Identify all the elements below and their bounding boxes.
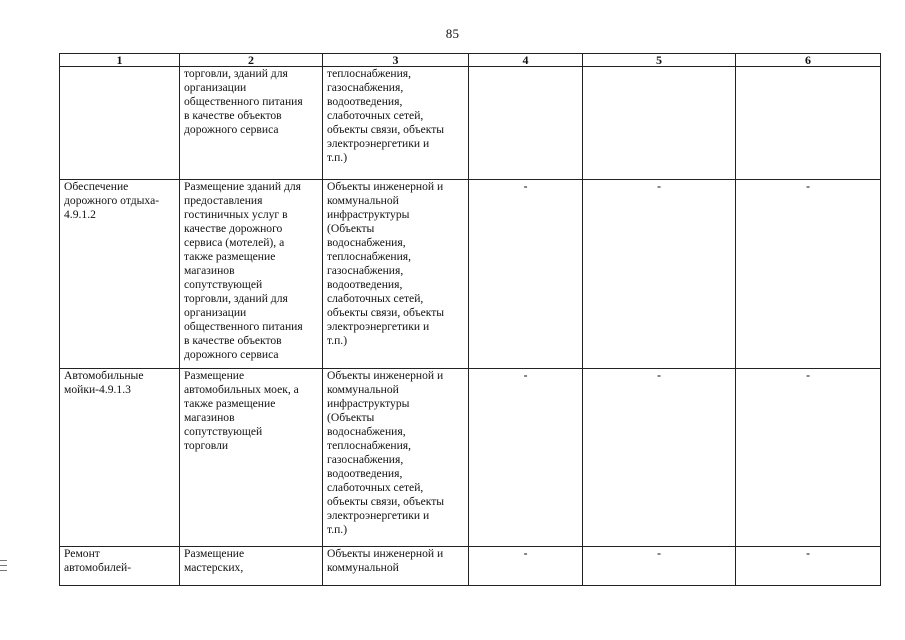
cell-text: Автомобильные мойки-4.9.1.3: [64, 369, 144, 396]
cell-text: Размещение мастерских,: [184, 547, 245, 574]
cell-text: Объекты инженерной и коммунальной инфраструктуры (Объекты водоснабжения, теплоснабжения, газоснабжения, водоотведения, слаботочных сетей, объекты связи, объекты электроэнергетики и т.п.): [327, 180, 445, 347]
scan-mark: [0, 570, 7, 571]
table-cell: [469, 547, 583, 586]
cell-dash: -: [523, 369, 528, 382]
cell-dash: -: [806, 369, 810, 382]
margin-scan-marks: [0, 560, 8, 575]
table-cell: [583, 369, 736, 547]
cell-text: торговли, зданий для организации общественного питания в качестве объектов дорожного сервиса: [184, 67, 303, 136]
column-header-4: 4: [469, 54, 583, 67]
table-cell: [583, 547, 736, 586]
column-header-5: 5: [583, 54, 736, 67]
cell-text: Обеспечение дорожного отдыха- 4.9.1.2: [64, 180, 160, 221]
cell-dash: -: [657, 547, 661, 560]
table-row: [60, 67, 881, 180]
table-cell: [180, 180, 323, 369]
table-cell: [736, 180, 881, 369]
table-cell: [469, 67, 583, 180]
cell-dash: -: [657, 369, 661, 382]
cell-dash: -: [523, 547, 528, 560]
column-header-2: 2: [180, 54, 323, 67]
table-row: [60, 547, 881, 586]
table-cell: [60, 67, 180, 180]
table-cell: [180, 547, 323, 586]
cell-dash: -: [806, 547, 810, 560]
cell-text: Размещение зданий для предоставления гостиничных услуг в качестве дорожного сервиса (мотелей), а также размещение магазинов сопутствующей торговли, зданий для организации общественного питания в качестве объектов дорожного сервиса: [184, 180, 303, 361]
cell-dash: -: [523, 180, 528, 193]
table-cell: [583, 180, 736, 369]
cell-text: Объекты инженерной и коммунальной: [327, 547, 444, 574]
cell-text: Размещение автомобильных моек, а также размещение магазинов сопутствующей торговли: [184, 369, 299, 452]
page-number: 85: [445, 26, 460, 41]
table-row: [60, 180, 881, 369]
scan-mark: [0, 560, 7, 561]
table-cell: [60, 547, 180, 586]
column-header-3: 3: [323, 54, 469, 67]
table-cell: [469, 369, 583, 547]
table-row: [60, 369, 881, 547]
cell-dash: -: [806, 180, 810, 193]
scan-mark: [0, 565, 7, 566]
column-header-1: 1: [60, 54, 180, 67]
table-cell: [736, 369, 881, 547]
table-cell: [60, 369, 180, 547]
cell-text: Объекты инженерной и коммунальной инфраструктуры (Объекты водоснабжения, теплоснабжения, газоснабжения, водоотведения, слаботочных сетей, объекты связи, объекты электроэнергетики и т.п.): [327, 369, 445, 536]
table-cell: [180, 67, 323, 180]
table-header-row: [60, 54, 881, 67]
table-cell: [60, 180, 180, 369]
table-cell: [469, 180, 583, 369]
table-cell: [323, 67, 469, 180]
cell-text: теплоснабжения, газоснабжения, водоотведения, слаботочных сетей, объекты связи, объекты электроэнергетики и т.п.): [327, 67, 445, 164]
table-cell: [323, 369, 469, 547]
table-cell: [583, 67, 736, 180]
table-cell: [180, 369, 323, 547]
document-table: [59, 53, 881, 586]
table-cell: [323, 180, 469, 369]
table-cell: [736, 67, 881, 180]
cell-text: Ремонт автомобилей-: [64, 547, 132, 574]
column-header-6: 6: [736, 54, 881, 67]
cell-dash: -: [657, 180, 661, 193]
table-cell: [736, 547, 881, 586]
table-cell: [323, 547, 469, 586]
